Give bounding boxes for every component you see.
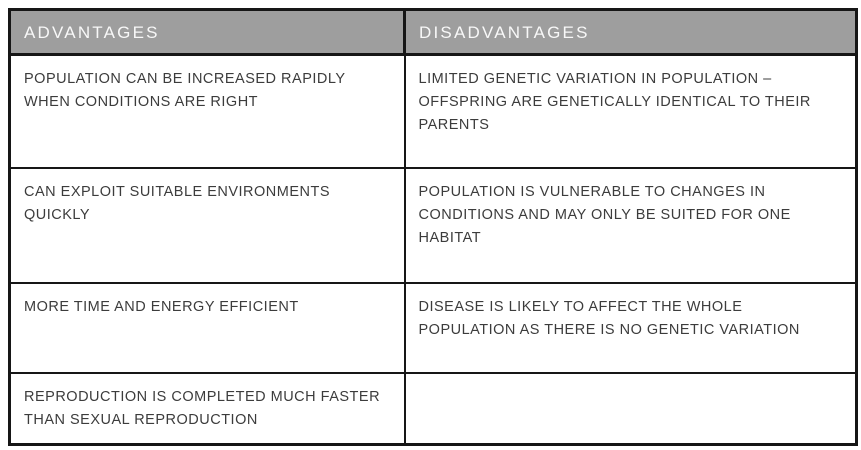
advantage-cell: MORE TIME AND ENERGY EFFICIENT <box>10 283 405 373</box>
advantage-cell: CAN EXPLOIT SUITABLE ENVIRONMENTS QUICKLY <box>10 168 405 283</box>
column-header-disadvantages: DISADVANTAGES <box>405 10 857 55</box>
table-row <box>10 55 857 168</box>
disadvantage-cell: LIMITED GENETIC VARIATION IN POPULATION – OFFSPRING ARE GENETICALLY IDENTICAL TO THEIR PARENTS <box>405 55 857 168</box>
advantages-disadvantages-table <box>8 8 858 446</box>
table-header-row <box>10 10 857 55</box>
advantage-cell: POPULATION CAN BE INCREASED RAPIDLY WHEN CONDITIONS ARE RIGHT <box>10 55 405 168</box>
disadvantage-cell: DISEASE IS LIKELY TO AFFECT THE WHOLE POPULATION AS THERE IS NO GENETIC VARIATION <box>405 283 857 373</box>
column-header-advantages: ADVANTAGES <box>10 10 405 55</box>
disadvantage-cell <box>405 373 857 445</box>
advantages-disadvantages-table-wrap <box>8 8 855 443</box>
table-row <box>10 283 857 373</box>
disadvantage-cell: POPULATION IS VULNERABLE TO CHANGES IN CONDITIONS AND MAY ONLY BE SUITED FOR ONE HABITAT <box>405 168 857 283</box>
table-row <box>10 373 857 445</box>
table-row <box>10 168 857 283</box>
advantage-cell: REPRODUCTION IS COMPLETED MUCH FASTER THAN SEXUAL REPRODUCTION <box>10 373 405 445</box>
